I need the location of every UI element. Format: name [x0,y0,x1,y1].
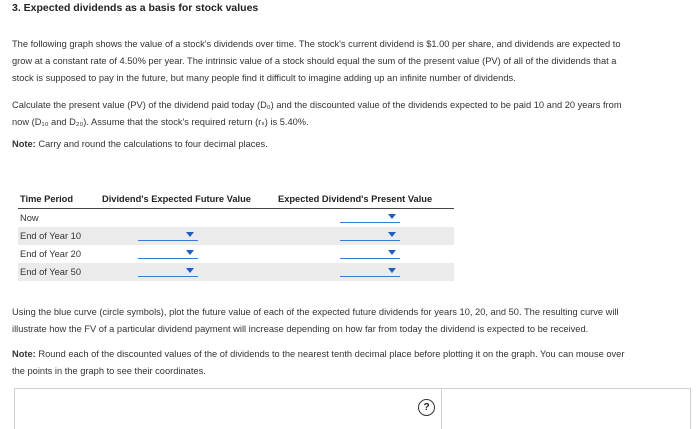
calculate-paragraph [12,97,682,131]
intro-line: stock is supposed to pay in the future, but many people find it difficult to imagine adding up an infinite number of dividends. [12,73,516,83]
chevron-down-icon [388,232,396,237]
table-header-row [18,193,454,209]
chevron-down-icon [186,232,194,237]
table-row [18,245,454,263]
pv-year-50-dropdown[interactable] [340,266,400,277]
col-future-value: Dividend's Expected Future Value [102,193,278,209]
note-rounding-line [12,346,682,363]
plot-instructions [12,304,682,338]
chevron-down-icon [388,214,396,219]
note-carry-round [12,136,682,153]
fv-year-20-dropdown[interactable] [138,248,198,259]
pv-year-20-dropdown[interactable] [340,248,400,259]
question-title: 3. Expected dividends as a basis for stock values [12,2,259,14]
note-text: Round each of the discounted values of the of dividends to the nearest tenth decimal place before plotting it on the graph. You can mouse over [35,349,625,359]
calculate-line: Calculate the present value (PV) of the dividend paid today (D₀) and the discounted value of the dividends expected to be paid 10 and 20 years from [12,100,622,110]
period-year-50: End of Year 50 [18,263,102,281]
pv-now-dropdown[interactable] [340,212,400,223]
graph-area-right [440,388,691,429]
note-label: Note: [12,139,36,149]
table-row [18,227,454,245]
chevron-down-icon [186,268,194,273]
table-row [18,209,454,228]
plot-instructions-line: illustrate how the FV of a particular dividend payment will increase depending on how far from today the dividend is expected to be received. [12,324,589,334]
period-year-20: End of Year 20 [18,245,102,263]
plot-instructions-line: Using the blue curve (circle symbols), plot the future value of each of the expected future dividends for years 10, 20, and 50. The resulting curve will [12,307,619,317]
note-rounding-line: the points in the graph to see their coordinates. [12,366,206,376]
period-year-10: End of Year 10 [18,227,102,245]
graph-area[interactable] [14,388,442,429]
note-text: Carry and round the calculations to four decimal places. [35,139,268,149]
table-row [18,263,454,281]
pv-year-10-dropdown[interactable] [340,230,400,241]
chevron-down-icon [388,268,396,273]
note-label: Note: [12,349,36,359]
help-icon[interactable]: ? [418,399,435,416]
fv-year-10-dropdown[interactable] [138,230,198,241]
period-now: Now [18,209,102,228]
col-time-period: Time Period [18,193,102,209]
col-present-value: Expected Dividend's Present Value [278,193,454,209]
dividend-table [18,193,454,281]
intro-line: The following graph shows the value of a stock's dividends over time. The stock's current dividend is $1.00 per share, and dividends are expected to [12,39,621,49]
intro-line: grow at a constant rate of 4.50% per year. The intrinsic value of a stock should equal the sum of the present value (PV) of all of the dividends that a [12,56,617,66]
calculate-line: now (D₁₀ and D₂₀). Assume that the stock's required return (rₛ) is 5.40%. [12,117,309,127]
chevron-down-icon [186,250,194,255]
note-rounding [12,346,682,380]
chevron-down-icon [388,250,396,255]
intro-paragraph [12,36,682,87]
fv-year-50-dropdown[interactable] [138,266,198,277]
